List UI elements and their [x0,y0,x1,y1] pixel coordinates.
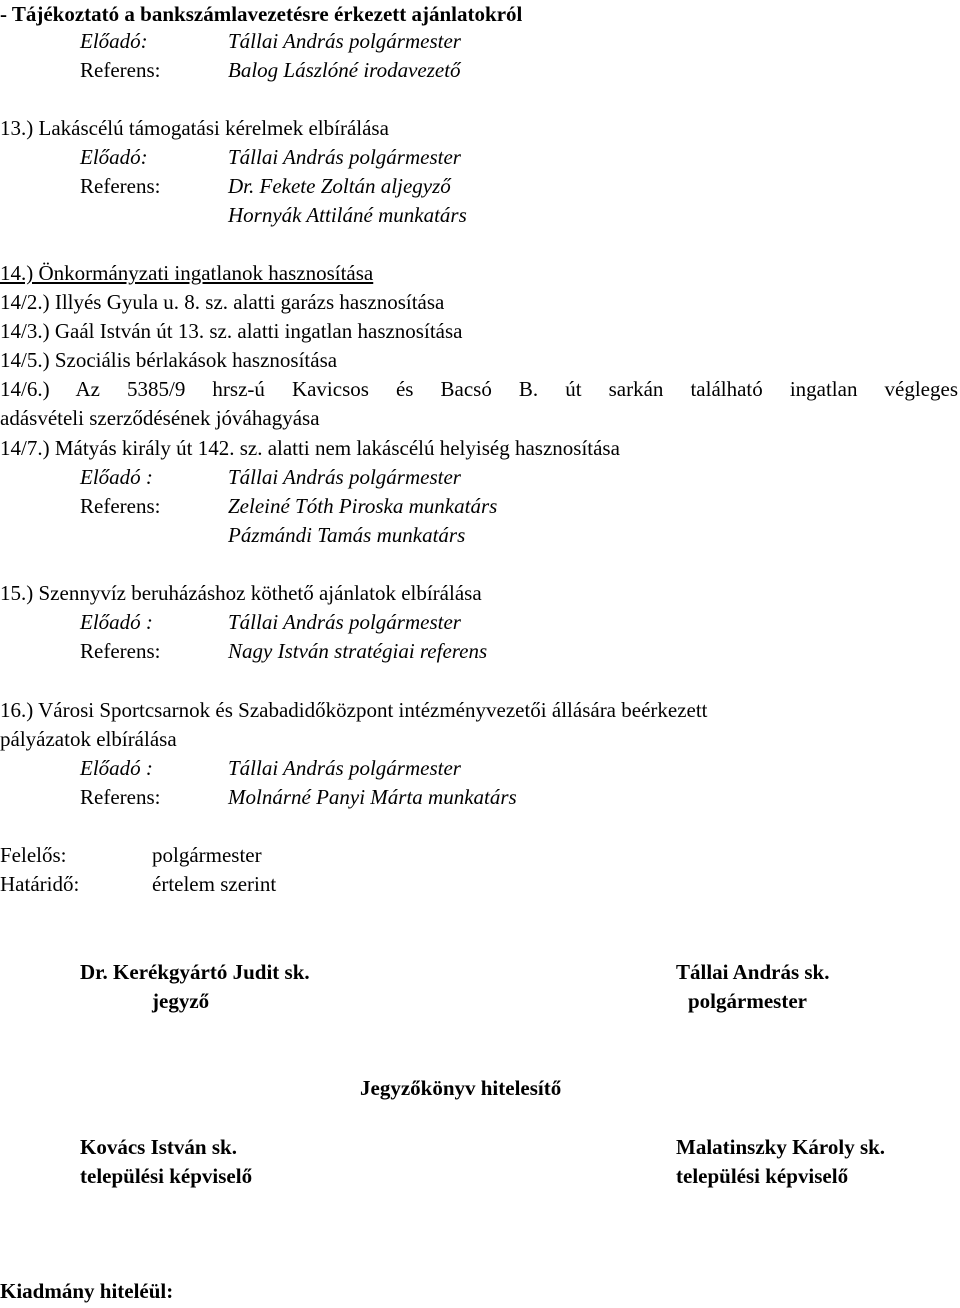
referee-label: Referens: [80,494,161,518]
responsible-value: polgármester [152,843,262,867]
item-16-title-line2: pályázatok elbírálása [0,727,177,751]
presenter-name: Tállai András polgármester [228,29,461,53]
authenticator-left-name: Kovács István sk. [80,1135,237,1159]
deadline-label: Határidő: [0,872,80,896]
presenter-label: Előadó : [80,465,153,489]
presenter-label: Előadó: [80,145,148,169]
referee-name: Balog Lászlóné irodavezető [228,58,461,82]
item-14-title: 14.) Önkormányzati ingatlanok hasznosítása [0,261,374,285]
item-14-6-line2: adásvételi szerződésének jóváhagyása [0,406,320,430]
authenticator-right-name: Malatinszky Károly sk. [676,1135,886,1159]
authenticator-left-title: települési képviselő [80,1164,253,1188]
item-14-7: 14/7.) Mátyás király út 142. sz. alatti nem lakáscélú helyiség hasznosítása [0,436,620,460]
referee-label: Referens: [80,639,161,663]
item-title: - Tájékoztató a bankszámlavezetésre érkezett ajánlatokról [0,2,523,26]
referee-name-2: Pázmándi Tamás munkatárs [228,523,466,547]
referee-name-2: Hornyák Attiláné munkatárs [228,203,467,227]
referee-label: Referens: [80,58,161,82]
presenter-name: Tállai András polgármester [228,465,461,489]
referee-name: Nagy István stratégiai referens [228,639,488,663]
signature-left-title: jegyző [152,989,210,1013]
signature-right-name: Tállai András sk. [676,960,830,984]
item-14-5: 14/5.) Szociális bérlakások hasznosítása [0,348,338,372]
item-14-3: 14/3.) Gaál István út 13. sz. alatti ingatlan hasznosítása [0,319,463,343]
authentication-heading: Jegyzőkönyv hitelesítő [360,1076,562,1100]
presenter-label: Előadó: [80,29,148,53]
referee-label: Referens: [80,174,161,198]
referee-label: Referens: [80,785,161,809]
item-13-title: 13.) Lakáscélú támogatási kérelmek elbírálása [0,116,389,140]
referee-name: Zeleiné Tóth Piroska munkatárs [228,494,498,518]
copy-certification-label: Kiadmány hiteléül: [0,1279,174,1303]
deadline-value: értelem szerint [152,872,277,896]
signature-left-name: Dr. Kerékgyártó Judit sk. [80,960,310,984]
item-16-title-line1: 16.) Városi Sportcsarnok és Szabadidőközpont intézményvezetői állására beérkezett [0,698,708,722]
presenter-name: Tállai András polgármester [228,756,461,780]
presenter-label: Előadó : [80,610,153,634]
item-15-title: 15.) Szennyvíz beruházáshoz köthető ajánlatok elbírálása [0,581,482,605]
authenticator-right-title: települési képviselő [676,1164,849,1188]
signature-right-title: polgármester [688,989,807,1013]
referee-name: Molnárné Panyi Márta munkatárs [228,785,517,809]
referee-name: Dr. Fekete Zoltán aljegyző [228,174,451,198]
presenter-label: Előadó : [80,756,153,780]
item-14-2: 14/2.) Illyés Gyula u. 8. sz. alatti garázs hasznosítása [0,290,445,314]
presenter-name: Tállai András polgármester [228,145,461,169]
item-14-6-line1: 14/6.) Az 5385/9 hrsz-ú Kavicsos és Bacsó B. út sarkán található ingatlan végleges [0,377,958,401]
presenter-name: Tállai András polgármester [228,610,461,634]
responsible-label: Felelős: [0,843,67,867]
